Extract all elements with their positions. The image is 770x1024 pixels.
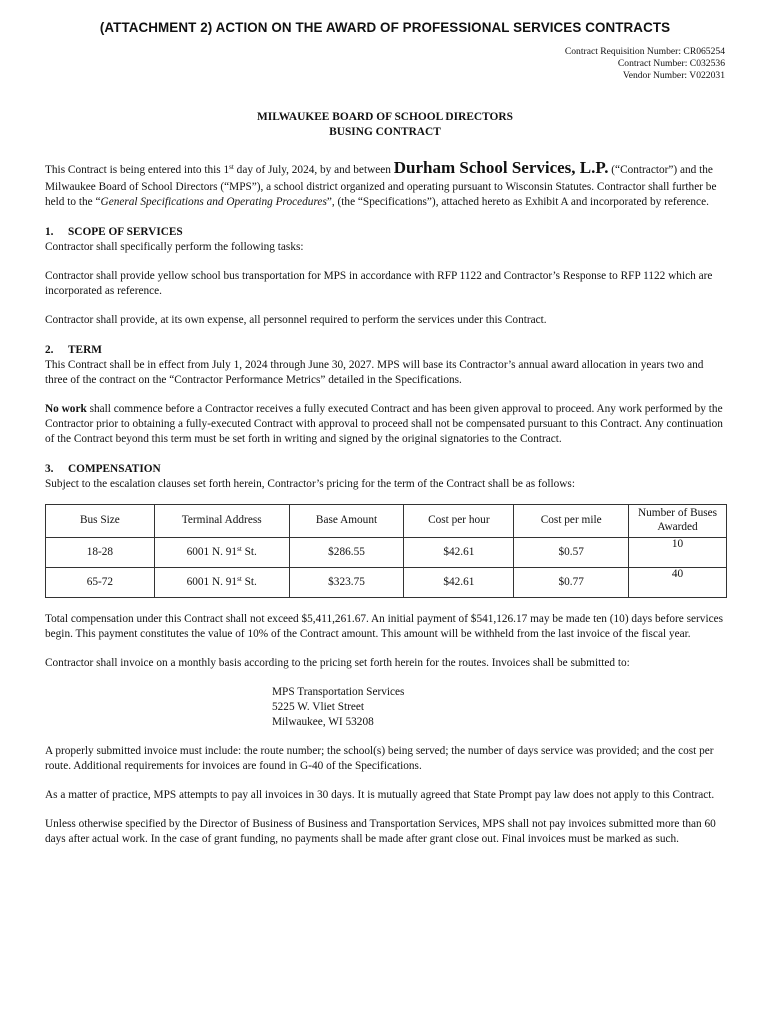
contract-number: Contract Number: C032536 xyxy=(617,58,725,70)
column-header: Cost per hour xyxy=(404,504,514,537)
document-header xyxy=(0,110,770,140)
intro-text-start: This Contract is being entered into this 1 xyxy=(45,164,230,176)
attachment-title: (ATTACHMENT 2) ACTION ON THE AWARD OF PROFESSIONAL SERVICES CONTRACTS xyxy=(99,20,671,35)
scope-lead: Contractor shall specifically perform the following tasks: xyxy=(45,240,304,253)
contract-reference-block xyxy=(565,46,725,82)
section-title: TERM xyxy=(68,343,102,356)
pricing-table xyxy=(45,504,727,598)
invoice-paragraph: Contractor shall invoice on a monthly basis according to the pricing set forth herein for the routes. Invoices shall be submitted to: xyxy=(45,656,630,669)
section-term xyxy=(45,343,727,447)
terminal-address-cell xyxy=(154,567,289,597)
total-compensation-paragraph: Total compensation under this Contract shall not exceed $5,411,261.67. An initial payment of $541,126.17 may be made ten (10) days before services begin. This payment constitutes the value of 10% of the Contract amount. This amount will be withheld from the last invoice of the fiscal year. xyxy=(45,612,724,640)
section-heading xyxy=(45,225,727,240)
section-compensation xyxy=(45,462,727,847)
bus-size-cell: 65-72 xyxy=(46,567,155,597)
column-header: Cost per mile xyxy=(514,504,629,537)
scope-paragraph-2: Contractor shall provide, at its own expense, all personnel required to perform the services under this Contract. xyxy=(45,313,547,326)
section-title: SCOPE OF SERVICES xyxy=(68,225,183,238)
buses-awarded-cell: 40 xyxy=(629,567,727,597)
payment-practice-paragraph: As a matter of practice, MPS attempts to pay all invoices in 30 days. It is mutually agreed that State Prompt pay law does not apply to this Contract. xyxy=(45,788,715,801)
table-row xyxy=(46,537,727,567)
intro-text-mid: day of July, 2024, by and between xyxy=(233,164,394,176)
column-header: Bus Size xyxy=(46,504,155,537)
board-name: MILWAUKEE BOARD OF SCHOOL DIRECTORS xyxy=(257,111,513,123)
column-header: Base Amount xyxy=(289,504,404,537)
section-scope xyxy=(45,225,727,328)
invoice-address xyxy=(272,685,727,730)
section-heading xyxy=(45,343,727,358)
ordinal-suffix: st xyxy=(237,574,242,583)
base-amount-cell: $323.75 xyxy=(289,567,404,597)
section-heading xyxy=(45,462,727,477)
table-row xyxy=(46,567,727,597)
address-street: St. xyxy=(241,575,257,588)
buses-awarded-cell: 10 xyxy=(629,537,727,567)
invoice-requirements-paragraph: A properly submitted invoice must include: the route number; the school(s) being served; the number of days service was provided; and the cost per route. Additional requirements for invoices are found in G-40 of the Specifications. xyxy=(45,744,714,772)
compensation-lead: Subject to the escalation clauses set forth herein, Contractor’s pricing for the term of the Contract shall be as follows: xyxy=(45,477,575,490)
address-line: MPS Transportation Services xyxy=(272,685,405,698)
address-number: 6001 N. 91 xyxy=(186,545,238,558)
cost-per-hour-cell: $42.61 xyxy=(404,537,514,567)
term-paragraph-2-text: shall commence before a Contractor receives a fully executed Contract and has been given approval to proceed. Any work performed by the Contractor prior to obtaining a fully-executed Contract with approval to proceed shall not be compensated pursuant to this Contract. Any continuation of the Contract beyond this term must be set forth in writing and signed by the original signatories to the Contract. xyxy=(45,402,723,445)
address-number: 6001 N. 91 xyxy=(186,575,238,588)
bus-size-cell: 18-28 xyxy=(46,537,155,567)
table-header-row xyxy=(46,504,727,537)
section-title: COMPENSATION xyxy=(68,462,161,475)
vendor-number: Vendor Number: V022031 xyxy=(622,70,725,82)
no-work-emphasis: No work xyxy=(45,402,87,415)
address-line: Milwaukee, WI 53208 xyxy=(272,715,374,728)
scope-paragraph-1: Contractor shall provide yellow school bus transportation for MPS in accordance with RFP 1122 and Contractor’s Response to RFP 1122 which are incorporated as reference. xyxy=(45,269,713,297)
late-invoice-paragraph: Unless otherwise specified by the Director of Business of Business and Transportation Services, MPS shall not pay invoices submitted more than 60 days after actual work. In the case of grant funding, no payments shall be made after grant close out. Final invoices must be marked as such. xyxy=(45,817,716,845)
ordinal-suffix: st xyxy=(237,544,242,553)
intro-text-end: ”, (the “Specifications”), attached hereto as Exhibit A and incorporated by reference. xyxy=(326,195,709,208)
intro-text-post: (“Contractor”) and the Milwaukee Board of School Directors (“MPS”), a school district organized and operating pursuant to Wisconsin Statutes. Contractor shall further be held to the “ xyxy=(45,164,717,208)
address-street: St. xyxy=(241,545,257,558)
ordinal-suffix: st xyxy=(229,163,234,171)
requisition-number: Contract Requisition Number: CR065254 xyxy=(564,46,725,57)
base-amount-cell: $286.55 xyxy=(289,537,404,567)
contractor-name: Durham School Services, L.P. xyxy=(393,158,609,177)
specifications-title: General Specifications and Operating Procedures xyxy=(100,195,327,208)
term-paragraph-1: This Contract shall be in effect from July 1, 2024 through June 30, 2027. MPS will base its Contractor’s annual award allocation in years two and three of the contract on the “Contractor Performance Metrics” detailed in the Specifications. xyxy=(45,358,704,386)
section-number: 3. xyxy=(45,462,54,475)
cost-per-mile-cell: $0.77 xyxy=(514,567,629,597)
contract-body xyxy=(45,157,727,847)
intro-paragraph xyxy=(45,157,727,210)
column-header: Terminal Address xyxy=(154,504,289,537)
contract-type: BUSING CONTRACT xyxy=(329,125,441,138)
address-line: 5225 W. Vliet Street xyxy=(272,700,365,713)
term-paragraph-2 xyxy=(45,402,727,447)
section-number: 2. xyxy=(45,343,54,356)
cost-per-hour-cell: $42.61 xyxy=(404,567,514,597)
cost-per-mile-cell: $0.57 xyxy=(514,537,629,567)
terminal-address-cell xyxy=(154,537,289,567)
section-number: 1. xyxy=(45,225,54,238)
column-header: Number of Buses Awarded xyxy=(629,504,727,537)
